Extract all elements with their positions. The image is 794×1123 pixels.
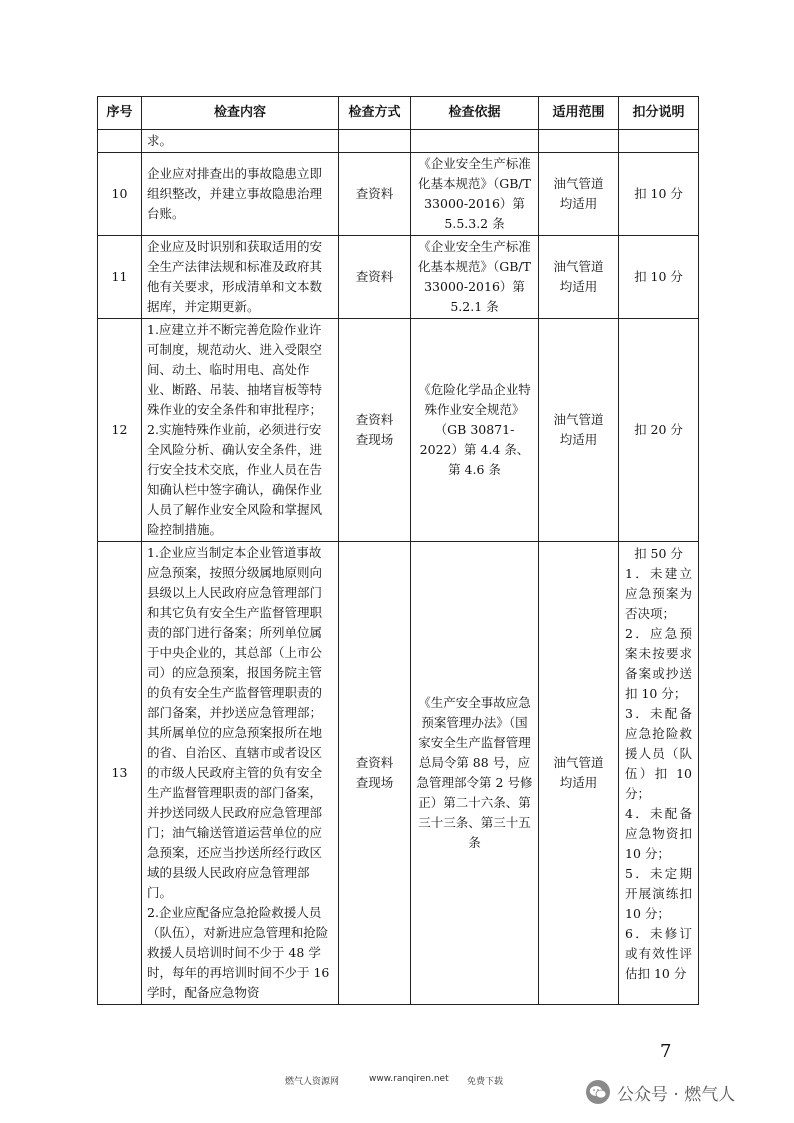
cell-scope bbox=[539, 153, 619, 236]
scope-line: 油气管道 bbox=[553, 755, 604, 770]
row-number: 12 bbox=[98, 319, 142, 542]
cell-basis bbox=[411, 319, 539, 542]
deduction-line: 扣 20 分 bbox=[634, 422, 683, 437]
scope-line: 油气管道 bbox=[553, 176, 604, 191]
row-number: 13 bbox=[98, 542, 142, 1005]
cell-scope bbox=[539, 542, 619, 1005]
continuation-text: 求。 bbox=[142, 130, 339, 153]
deduction-line: 5．未定期开展演练扣 10 分； bbox=[625, 866, 692, 921]
header-method: 检查方式 bbox=[339, 97, 411, 130]
scope-line: 均适用 bbox=[559, 432, 598, 447]
method-line: 查资料 bbox=[355, 412, 394, 427]
cell-content bbox=[142, 542, 339, 1005]
cell-method bbox=[339, 542, 411, 1005]
deduction-line: 2．应急预案未按要求备案或抄送扣 10 分； bbox=[625, 626, 692, 701]
deduction-line: 扣 50 分 bbox=[634, 546, 683, 561]
footer-url: www.ranqiren.net bbox=[369, 1074, 449, 1084]
cell-basis bbox=[411, 542, 539, 1005]
page-number: 7 bbox=[660, 1041, 672, 1062]
scope-line: 均适用 bbox=[559, 279, 598, 294]
basis-line: 《企业安全生产标准化基本规范》（GB/T 33000-2016）第 5.5.3.2 条 bbox=[418, 156, 531, 231]
table-row bbox=[98, 319, 699, 542]
cell-basis bbox=[411, 153, 539, 236]
header-no: 序号 bbox=[98, 97, 142, 130]
content-line: 企业应及时识别和获取适用的安全生产法律法规和标准及政府其他有关要求，形成清单和文本数据库，并定期更新。 bbox=[147, 239, 323, 314]
footer-site-name: 燃气人资源网 bbox=[285, 1077, 340, 1087]
cell-content bbox=[142, 236, 339, 319]
deduction-line: 扣 10 分 bbox=[634, 269, 683, 284]
content-line: 2.企业应配备应急抢险救援人员（队伍），对新进应急管理和抢险救援人员培训时间不少于 48 学时，每年的再培训时间不少于 16 学时，配备应急物资 bbox=[147, 905, 330, 1000]
method-line: 查资料 bbox=[355, 269, 394, 284]
header-scope: 适用范围 bbox=[539, 97, 619, 130]
cell-basis bbox=[411, 236, 539, 319]
scope-line: 均适用 bbox=[559, 775, 598, 790]
continuation-row bbox=[98, 130, 699, 153]
table-row bbox=[98, 153, 699, 236]
wechat-icon bbox=[585, 1079, 611, 1105]
cell-scope bbox=[539, 319, 619, 542]
basis-line: 《生产安全事故应急预案管理办法》（国家安全生产监督管理总局令第 88 号，应急管理部令第 2 号修正）第二十六条、第三十三条、第三十五条 bbox=[416, 695, 533, 850]
row-number: 10 bbox=[98, 153, 142, 236]
deduction-line: 6．未修订或有效性评估扣 10 分 bbox=[625, 926, 692, 981]
table-header-row bbox=[98, 97, 699, 130]
table-row bbox=[98, 542, 699, 1005]
method-line: 查现场 bbox=[355, 775, 394, 790]
deduction-line: 4．未配备应急物资扣 10 分； bbox=[625, 806, 692, 861]
deduction-line: 1．未建立应急预案为否决项； bbox=[625, 566, 692, 621]
cell-deduction bbox=[619, 236, 699, 319]
inspection-table bbox=[97, 96, 699, 1005]
header-deduction: 扣分说明 bbox=[619, 97, 699, 130]
scope-line: 油气管道 bbox=[553, 259, 604, 274]
method-line: 查资料 bbox=[355, 186, 394, 201]
watermark-text: 公众号 · 燃气人 bbox=[617, 1084, 736, 1105]
cell-deduction bbox=[619, 542, 699, 1005]
scope-line: 均适用 bbox=[559, 196, 598, 211]
cell-content bbox=[142, 153, 339, 236]
basis-line: 《企业安全生产标准化基本规范》（GB/T 33000-2016）第 5.2.1 条 bbox=[418, 239, 531, 314]
cell-content bbox=[142, 319, 339, 542]
content-line: 企业应对排查出的事故隐患立即组织整改，并建立事故隐患治理台账。 bbox=[147, 166, 323, 221]
basis-line: 《危险化学品企业特殊作业安全规范》（GB 30871-2022）第 4.4 条、第 4.6 条 bbox=[418, 382, 531, 477]
cell-method bbox=[339, 319, 411, 542]
content-line: 1.企业应当制定本企业管道事故应急预案，按照分级属地原则向县级以上人民政府应急管理部门和其它负有安全生产监督管理职责的部门进行备案；所列单位属于中央企业的，其总部（上市公司）的应急预案，报国务院主管的负有安全生产监督管理职责的部门备案，并抄送应急管理部；其所属单位的应急预案报所在地的省、自治区、直辖市或者设区的市级人民政府主管的负有安全生产监督管理职责的部门备案，并抄送同级人民政府应急管理部门；油气输送管道运营单位的应急预案，还应当抄送所经行政区域的县级人民政府应急管理部门。 bbox=[147, 545, 323, 900]
scope-line: 油气管道 bbox=[553, 412, 604, 427]
cell-method bbox=[339, 236, 411, 319]
content-line: 1.应建立并不断完善危险作业许可制度，规范动火、进入受限空间、动土、临时用电、高处作业、断路、吊装、抽堵盲板等特殊作业的安全条件和审批程序； bbox=[147, 322, 323, 417]
deduction-line: 扣 10 分 bbox=[634, 186, 683, 201]
wechat-watermark bbox=[585, 1079, 735, 1105]
footer-note: 免费下载 bbox=[467, 1077, 504, 1087]
method-line: 查现场 bbox=[355, 432, 394, 447]
cell-method bbox=[339, 153, 411, 236]
method-line: 查资料 bbox=[355, 755, 394, 770]
header-basis: 检查依据 bbox=[411, 97, 539, 130]
header-content: 检查内容 bbox=[142, 97, 339, 130]
cell-deduction bbox=[619, 319, 699, 542]
content-line: 2.实施特殊作业前，必须进行安全风险分析、确认安全条件，进行安全技术交底，作业人员在告知确认栏中签字确认，确保作业人员了解作业安全风险和掌握风险控制措施。 bbox=[147, 422, 323, 537]
table-row bbox=[98, 236, 699, 319]
cell-scope bbox=[539, 236, 619, 319]
row-number: 11 bbox=[98, 236, 142, 319]
deduction-line: 3．未配备应急抢险救援人员（队伍）扣 10 分； bbox=[625, 706, 692, 801]
cell-deduction bbox=[619, 153, 699, 236]
